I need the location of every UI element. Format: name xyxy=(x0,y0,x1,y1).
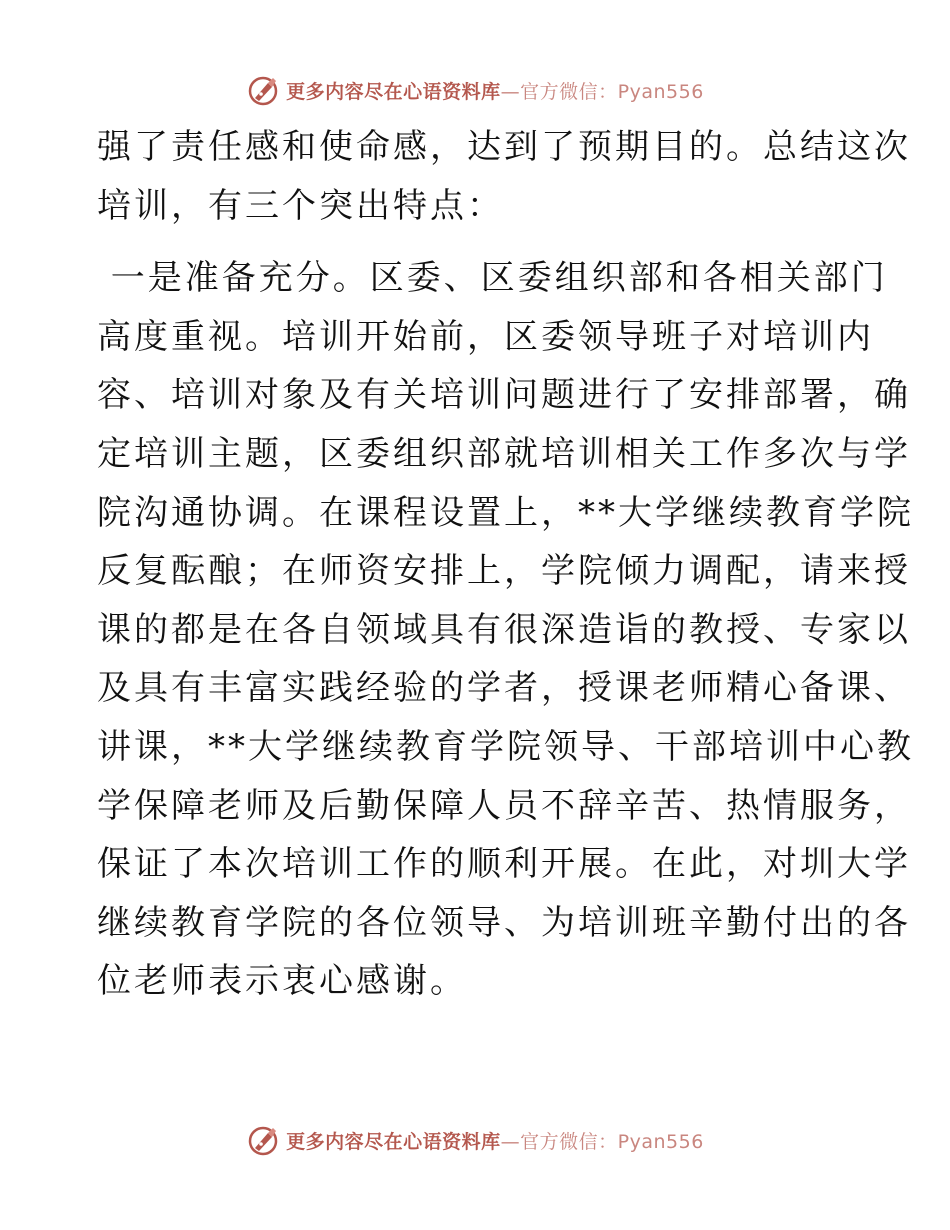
footer-banner xyxy=(0,1120,950,1160)
text-line: 及具有丰富实践经验的学者，授课老师精心备课、 xyxy=(97,668,911,709)
header-lead: 更多内容尽在心语资料库 xyxy=(286,80,501,103)
text-line: 保证了本次培训工作的顺利开展。在此，对圳大学 xyxy=(97,844,911,885)
text-line: 高度重视。培训开始前，区委领导班子对培训内 xyxy=(97,316,874,357)
text-line: 继续教育学院的各位领导、为培训班辛勤付出的各 xyxy=(97,902,911,943)
header-rest: —官方微信：Pyan556 xyxy=(500,80,704,103)
footer-text xyxy=(286,1127,704,1154)
text-line: 反复酝酿；在师资安排上，学院倾力调配，请来授 xyxy=(97,551,911,592)
text-line: 学保障老师及后勤保障人员不辞辛苦、热情服务， xyxy=(97,785,911,826)
pen-nib-logo-icon xyxy=(246,73,280,107)
text-line: 课的都是在各自领域具有很深造诣的教授、专家以 xyxy=(97,609,911,650)
header-banner xyxy=(0,70,950,110)
text-line: 定培训主题，区委组织部就培训相关工作多次与学 xyxy=(97,433,911,474)
text-line: 讲课，**大学继续教育学院领导、干部培训中心教 xyxy=(97,726,914,767)
paragraph-1 xyxy=(97,118,911,235)
footer-lead: 更多内容尽在心语资料库 xyxy=(286,1130,501,1153)
text-line: 培训，有三个突出特点： xyxy=(97,185,504,226)
header-text xyxy=(286,77,704,104)
document-body xyxy=(97,118,914,1011)
footer-rest: —官方微信：Pyan556 xyxy=(500,1130,704,1153)
text-line: 强了责任感和使命感，达到了预期目的。总结这次 xyxy=(97,127,911,167)
text-line: 院沟通协调。在课程设置上，**大学继续教育学院 xyxy=(97,492,914,533)
text-line: 位老师表示衷心感谢。 xyxy=(97,961,467,1002)
text-line: 容、培训对象及有关培训问题进行了安排部署，确 xyxy=(97,375,911,416)
text-line: 一是准备充分。区委、区委组织部和各相关部门 xyxy=(97,258,888,299)
paragraph-2 xyxy=(97,249,914,1011)
pen-nib-logo-icon xyxy=(246,1123,280,1157)
